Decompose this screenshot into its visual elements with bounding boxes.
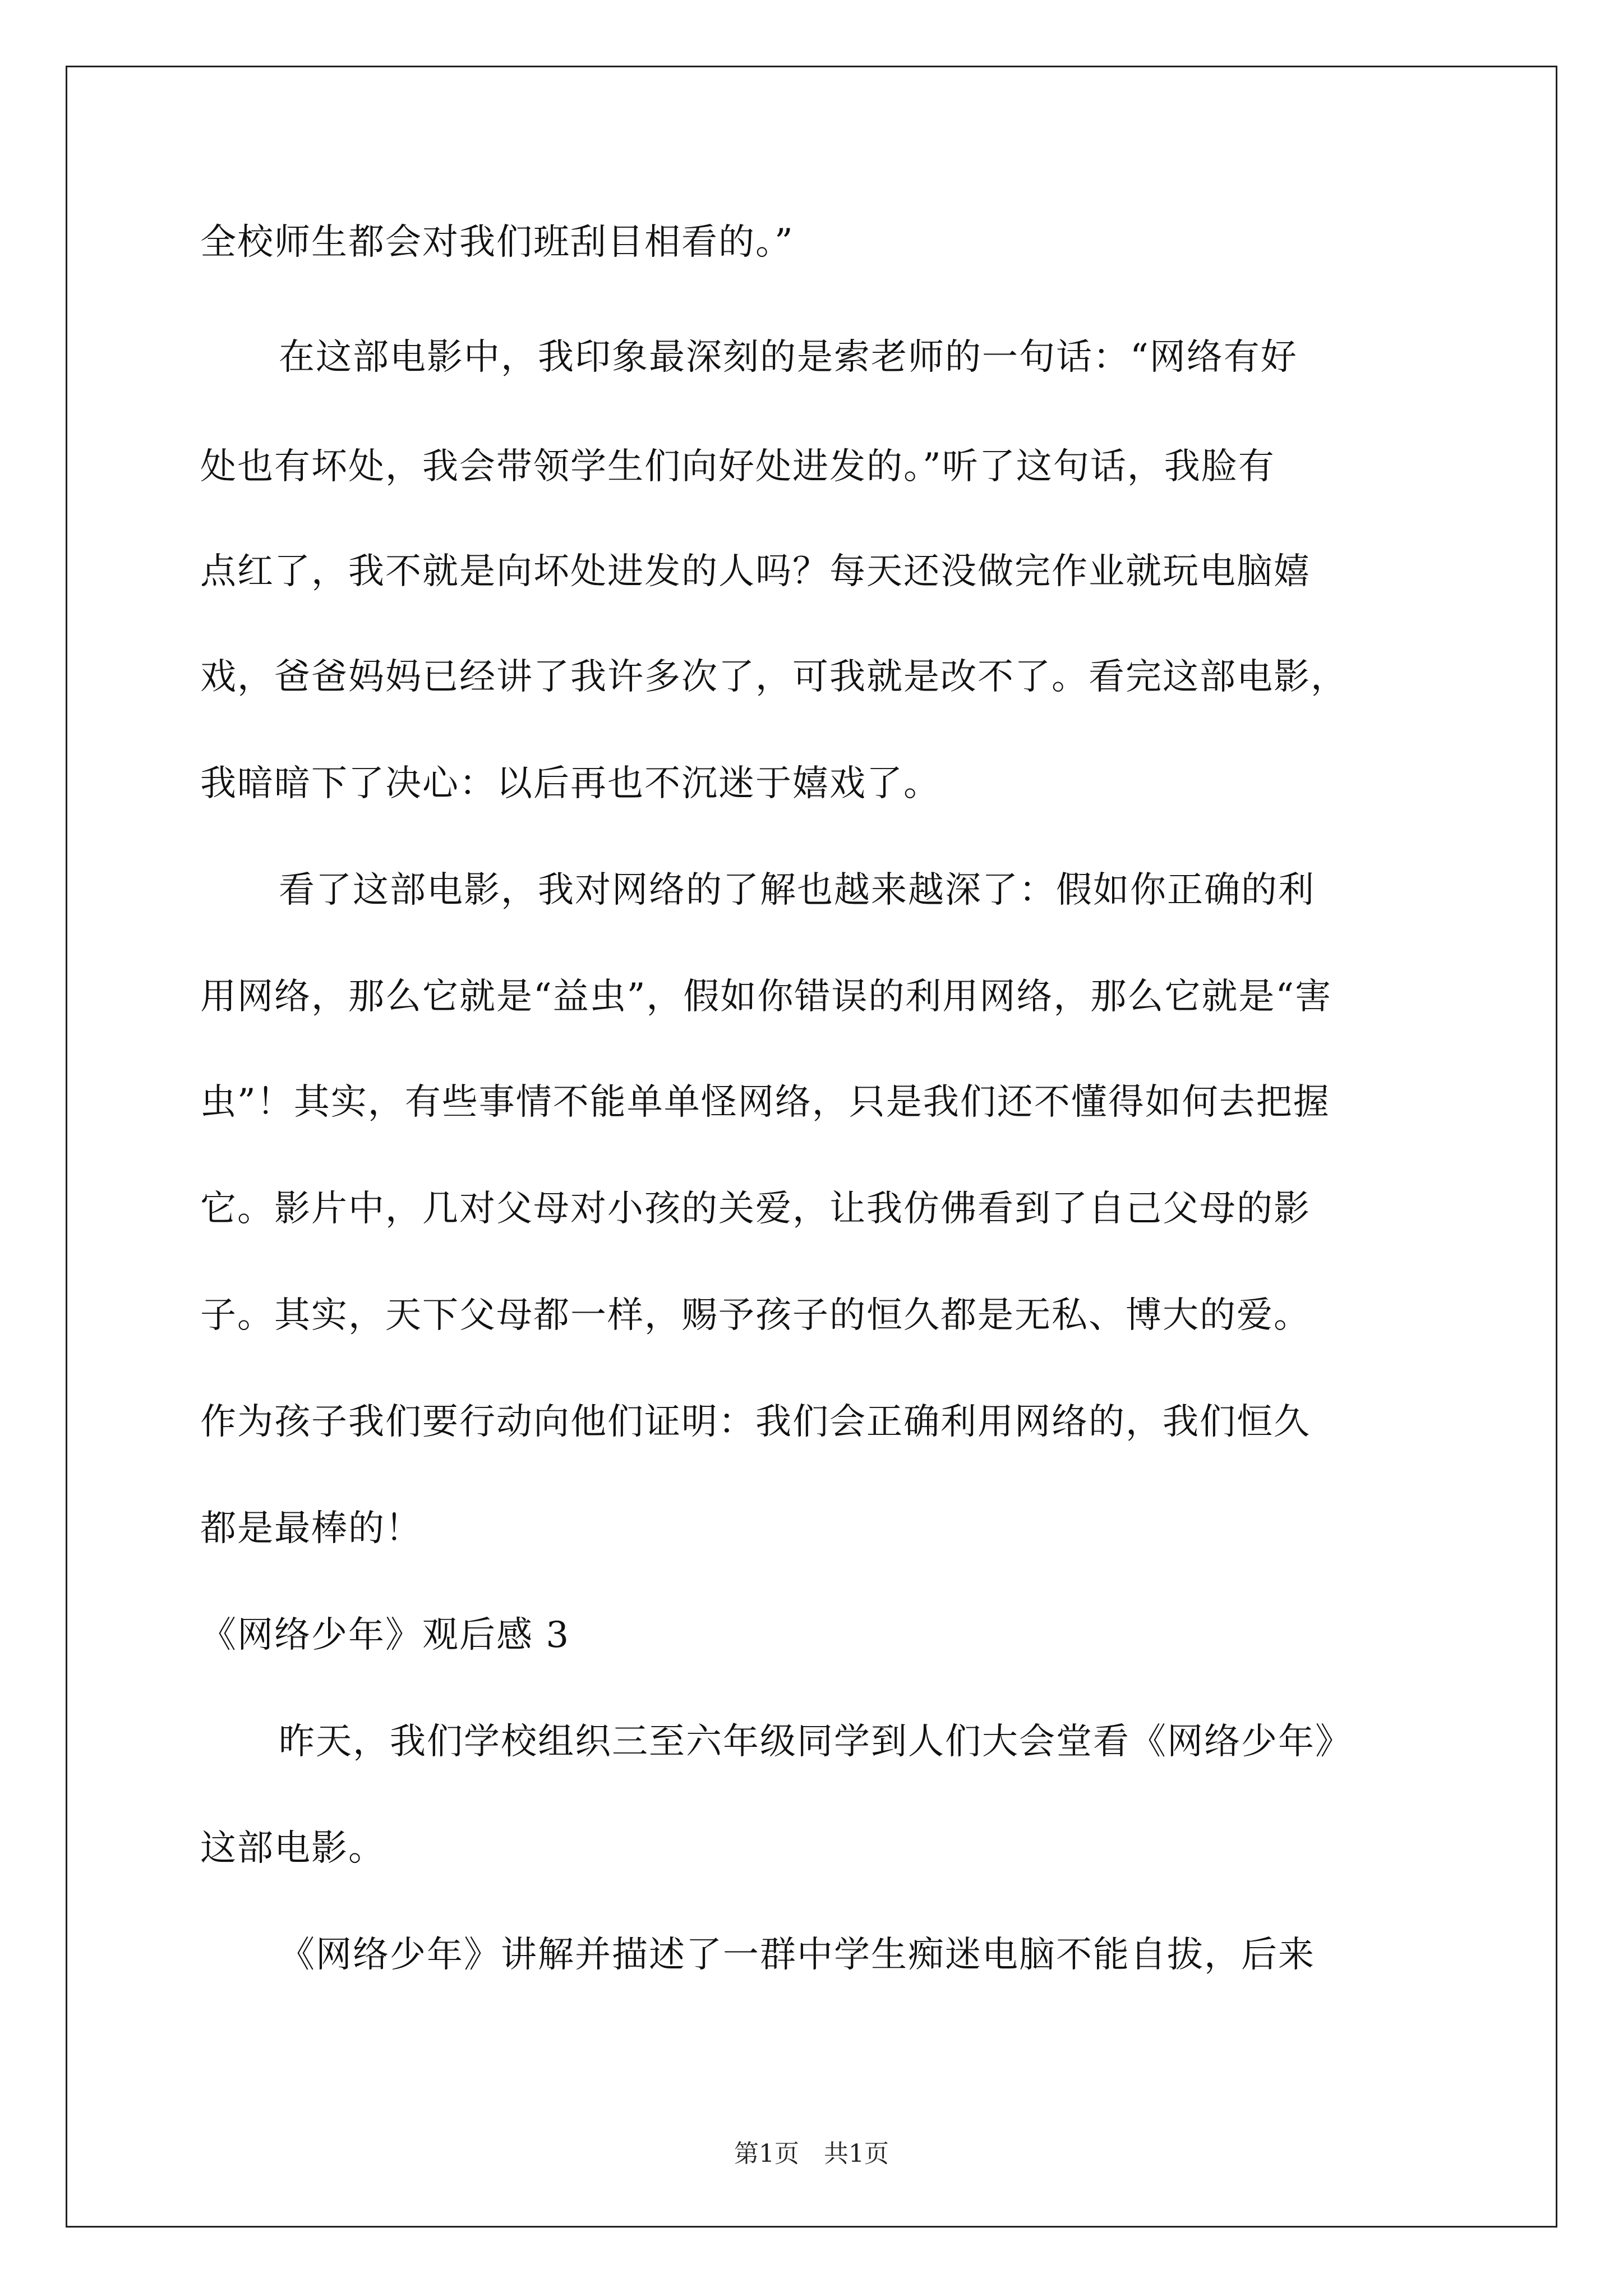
body-line-5: 戏，爸爸妈妈已经讲了我许多次了，可我就是改不了。看完这部电影， (200, 656, 1348, 698)
body-line-4: 点红了，我不就是向坏处进发的人吗？每天还没做完作业就玩电脑嬉 (200, 551, 1311, 592)
body-line-3: 处也有坏处，我会带领学生们向好处进发的。”听了这句话，我脸有 (200, 446, 1275, 487)
section-heading: 《网络少年》观后感 3 (200, 1614, 570, 1656)
body-line-9: 虫”！其实，有些事情不能单单怪网络，只是我们还不懂得如何去把握 (200, 1082, 1330, 1123)
body-line-14: 昨天，我们学校组织三至六年级同学到人们大会堂看《网络少年》 (279, 1721, 1352, 1763)
body-line-8: 用网络，那么它就是“益虫”，假如你错误的利用网络，那么它就是“害 (200, 976, 1332, 1018)
body-line-6: 我暗暗下了决心：以后再也不沉迷于嬉戏了。 (200, 763, 940, 804)
body-line-2: 在这部电影中，我印象最深刻的是索老师的一句话：“网络有好 (279, 337, 1298, 378)
body-line-11: 子。其实，天下父母都一样，赐予孩子的恒久都是无私、博大的爱。 (200, 1295, 1311, 1336)
body-line-7: 看了这部电影，我对网络的了解也越来越深了：假如你正确的利 (279, 869, 1315, 911)
page-border (66, 66, 1557, 2228)
page-footer: 第1页 共1页 (734, 2139, 889, 2168)
body-line-10: 它。影片中，几对父母对小孩的关爱，让我仿佛看到了自己父母的影 (200, 1188, 1311, 1230)
body-line-1: 全校师生都会对我们班刮目相看的。” (200, 222, 794, 263)
body-line-12: 作为孩子我们要行动向他们证明：我们会正确利用网络的，我们恒久 (200, 1401, 1311, 1443)
body-line-13: 都是最棒的！ (200, 1508, 422, 1549)
body-line-16: 《网络少年》讲解并描述了一群中学生痴迷电脑不能自拔，后来 (279, 1934, 1315, 1976)
body-line-15: 这部电影。 (200, 1828, 385, 1869)
